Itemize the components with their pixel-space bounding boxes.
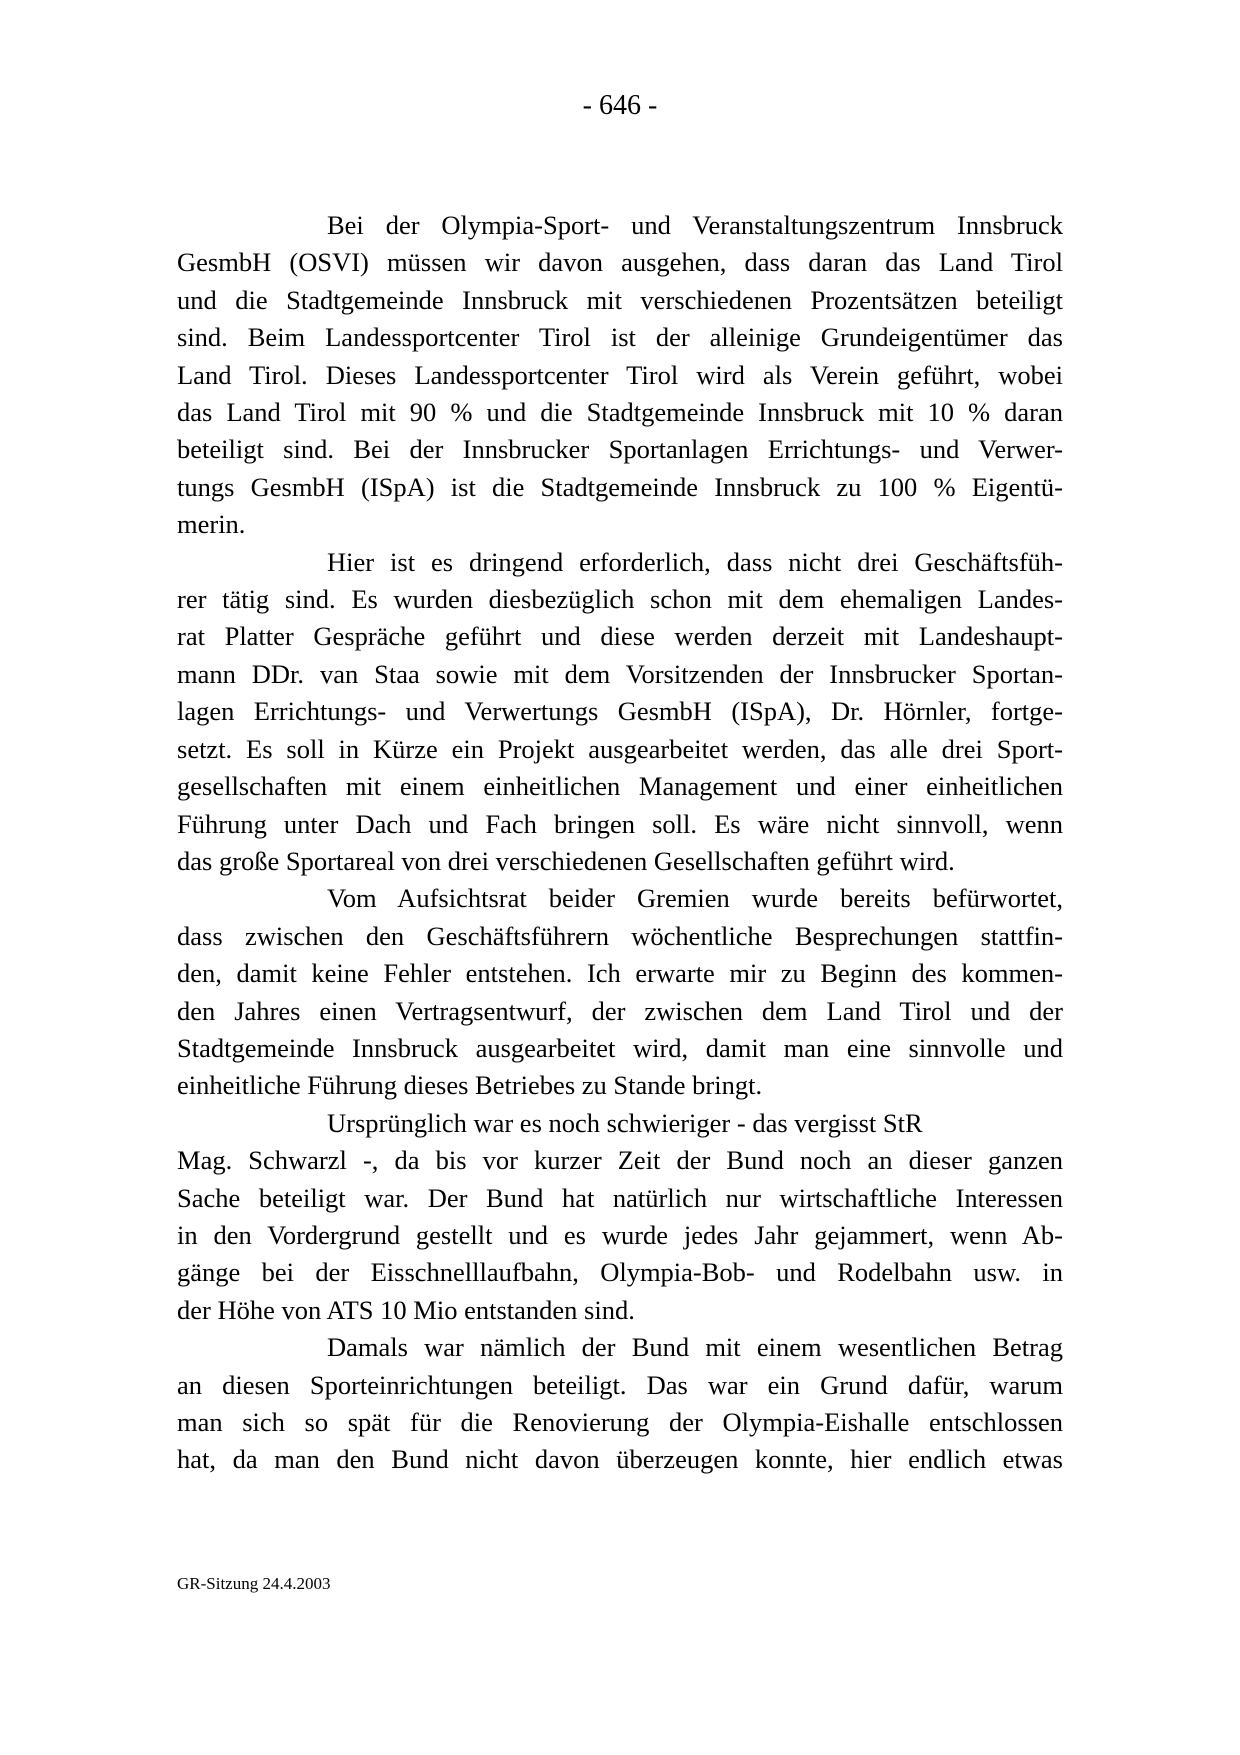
- text-line: Sache beteiligt war. Der Bund hat natürlich nur wirtschaftliche Interessen: [177, 1182, 1063, 1213]
- text-line: das Land Tirol mit 90 % und die Stadtgemeinde Innsbruck mit 10 % daran: [177, 397, 1063, 428]
- text-line: rat Platter Gespräche geführt und diese werden derzeit mit Landeshaupt-: [177, 621, 1063, 652]
- paragraph: [177, 1329, 1063, 1479]
- text-line: und die Stadtgemeinde Innsbruck mit verschiedenen Prozentsätzen beteiligt: [177, 284, 1063, 315]
- text-line: setzt. Es soll in Kürze ein Projekt ausgearbeitet werden, das alle drei Sport-: [177, 733, 1063, 764]
- text-line: tungs GesmbH (ISpA) ist die Stadtgemeinde Innsbruck zu 100 % Eigentü-: [177, 471, 1063, 502]
- text-line: Damals war nämlich der Bund mit einem wesentlichen Betrag: [327, 1332, 1063, 1363]
- footer-session-date: GR-Sitzung 24.4.2003: [177, 1574, 331, 1593]
- paragraph: [177, 544, 1063, 881]
- text-line: Stadtgemeinde Innsbruck ausgearbeitet wird, damit man eine sinnvolle und: [177, 1032, 1063, 1063]
- text-line: an diesen Sporteinrichtungen beteiligt. Das war ein Grund dafür, warum: [177, 1369, 1063, 1400]
- text-line: hat, da man den Bund nicht davon überzeugen konnte, hier endlich etwas: [177, 1444, 1063, 1475]
- text-line: gänge bei der Eisschnelllaufbahn, Olympia-Bob- und Rodelbahn usw. in: [177, 1257, 1063, 1288]
- text-line: Hier ist es dringend erforderlich, dass nicht drei Geschäftsfüh-: [327, 546, 1063, 577]
- text-line: Mag. Schwarzl -, da bis vor kurzer Zeit der Bund noch an dieser ganzen: [177, 1145, 1063, 1176]
- text-line: Land Tirol. Dieses Landessportcenter Tirol wird als Verein geführt, wobei: [177, 359, 1063, 390]
- text-line: den Jahres einen Vertragsentwurf, der zwischen dem Land Tirol und der: [177, 995, 1063, 1026]
- text-line: dass zwischen den Geschäftsführern wöchentliche Besprechungen stattfin-: [177, 920, 1063, 951]
- text-line: sind. Beim Landessportcenter Tirol ist der alleinige Grundeigentümer das: [177, 322, 1063, 353]
- paragraph: [177, 880, 1063, 1104]
- text-line: Vom Aufsichtsrat beider Gremien wurde bereits befürwortet,: [327, 883, 1063, 914]
- text-line: der Höhe von ATS 10 Mio entstanden sind.: [177, 1294, 635, 1325]
- text-line: einheitliche Führung dieses Betriebes zu Stande bringt.: [177, 1070, 763, 1101]
- text-line: den, damit keine Fehler entstehen. Ich erwarte mir zu Beginn des kommen-: [177, 958, 1063, 989]
- page-number: - 646 -: [582, 90, 658, 121]
- paragraph: [177, 1105, 1063, 1329]
- paragraph: [177, 207, 1063, 544]
- text-line: Führung unter Dach und Fach bringen soll. Es wäre nicht sinnvoll, wenn: [177, 808, 1063, 839]
- text-line: das große Sportareal von drei verschiedenen Gesellschaften geführt wird.: [177, 845, 955, 876]
- body-text: [177, 207, 1063, 1479]
- text-line: in den Vordergrund gestellt und es wurde jedes Jahr gejammert, wenn Ab-: [177, 1219, 1063, 1250]
- text-line: lagen Errichtungs- und Verwertungs GesmbH (ISpA), Dr. Hörnler, fortge-: [177, 696, 1063, 727]
- text-line: Bei der Olympia-Sport- und Veranstaltungszentrum Innsbruck: [327, 210, 1063, 240]
- text-line: rer tätig sind. Es wurden diesbezüglich schon mit dem ehemaligen Landes-: [177, 584, 1063, 615]
- text-line: GesmbH (OSVI) müssen wir davon ausgehen, dass daran das Land Tirol: [177, 247, 1063, 278]
- text-line: gesellschaften mit einem einheitlichen Management und einer einheitlichen: [177, 771, 1063, 802]
- text-line: beteiligt sind. Bei der Innsbrucker Sportanlagen Errichtungs- und Verwer-: [177, 434, 1063, 465]
- text-line: Ursprünglich war es noch schwieriger - das vergisst StR: [327, 1107, 923, 1138]
- text-line: merin.: [177, 509, 246, 540]
- text-line: mann DDr. van Staa sowie mit dem Vorsitzenden der Innsbrucker Sportan-: [177, 658, 1063, 689]
- text-line: man sich so spät für die Renovierung der Olympia-Eishalle entschlossen: [177, 1407, 1063, 1437]
